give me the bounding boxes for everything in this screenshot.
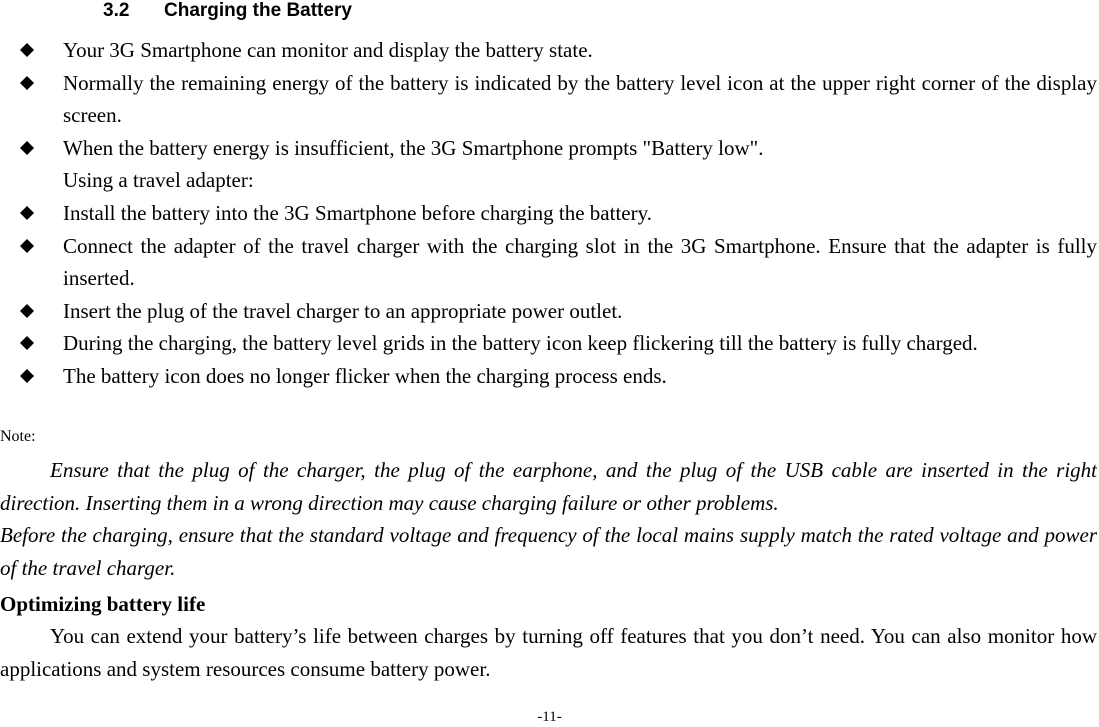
diamond-bullet-icon [20, 76, 34, 90]
note-paragraph: Ensure that the plug of the charger, the plug of the earphone, and the plug of the USB cable are inserted in the right direction. Inserting them in a wrong direction may cause charging failure or other problems. [0, 458, 1097, 515]
subsection-body: You can extend your battery’s life between charges by turning off features that you don’t need. You can also monitor how applications and system resources consume battery power. [0, 624, 1097, 681]
bullet-item [0, 327, 1099, 360]
bullet-item [0, 34, 1099, 67]
section-number: 3.2 [103, 0, 130, 21]
page-number: -11- [537, 709, 562, 725]
bullet-text: Normally the remaining energy of the battery is indicated by the battery level icon at the upper right corner of the display screen. [63, 70, 1097, 128]
bullet-item [0, 230, 1099, 295]
bullet-item [0, 197, 1099, 230]
bullet-text: Your 3G Smartphone can monitor and display the battery state. [63, 38, 593, 62]
subsection-title: Optimizing battery life [0, 592, 206, 616]
diamond-bullet-icon [20, 336, 34, 350]
diamond-bullet-icon [20, 239, 34, 253]
diamond-bullet-icon [20, 206, 34, 220]
bullet-text: Insert the plug of the travel charger to an appropriate power outlet. [63, 298, 623, 323]
note-label: Note: [0, 428, 36, 445]
note-body [0, 454, 1097, 584]
bullet-item [0, 360, 1099, 393]
list-subheading [0, 164, 1099, 197]
bullet-text: Using a travel adapter: [63, 168, 254, 193]
bullet-item [0, 67, 1099, 132]
bullet-text: Install the battery into the 3G Smartphone before charging the battery. [63, 200, 652, 225]
diamond-bullet-icon [20, 43, 34, 57]
bullet-text: When the battery energy is insufficient, the 3G Smartphone prompts "Battery low". [63, 135, 764, 160]
bullet-item [0, 132, 1099, 165]
bullet-text: The battery icon does no longer flicker when the charging process ends. [63, 363, 667, 388]
section-heading [103, 0, 352, 22]
diamond-bullet-icon [20, 304, 34, 318]
note-paragraph: Before the charging, ensure that the standard voltage and frequency of the local mains supply match the rated voltage and power of the travel charger. [0, 523, 1097, 580]
diamond-bullet-icon [20, 369, 34, 383]
diamond-bullet-icon [20, 141, 34, 155]
bullet-list [0, 34, 1099, 393]
bullet-text: During the charging, the battery level grids in the battery icon keep flickering till the battery is fully charged. [63, 331, 978, 356]
bullet-text: Connect the adapter of the travel charger with the charging slot in the 3G Smartphone. Ensure that the adapter is fully inserted. [63, 233, 1097, 291]
bullet-item [0, 295, 1099, 328]
section-heading-title: Charging the Battery [164, 0, 352, 21]
